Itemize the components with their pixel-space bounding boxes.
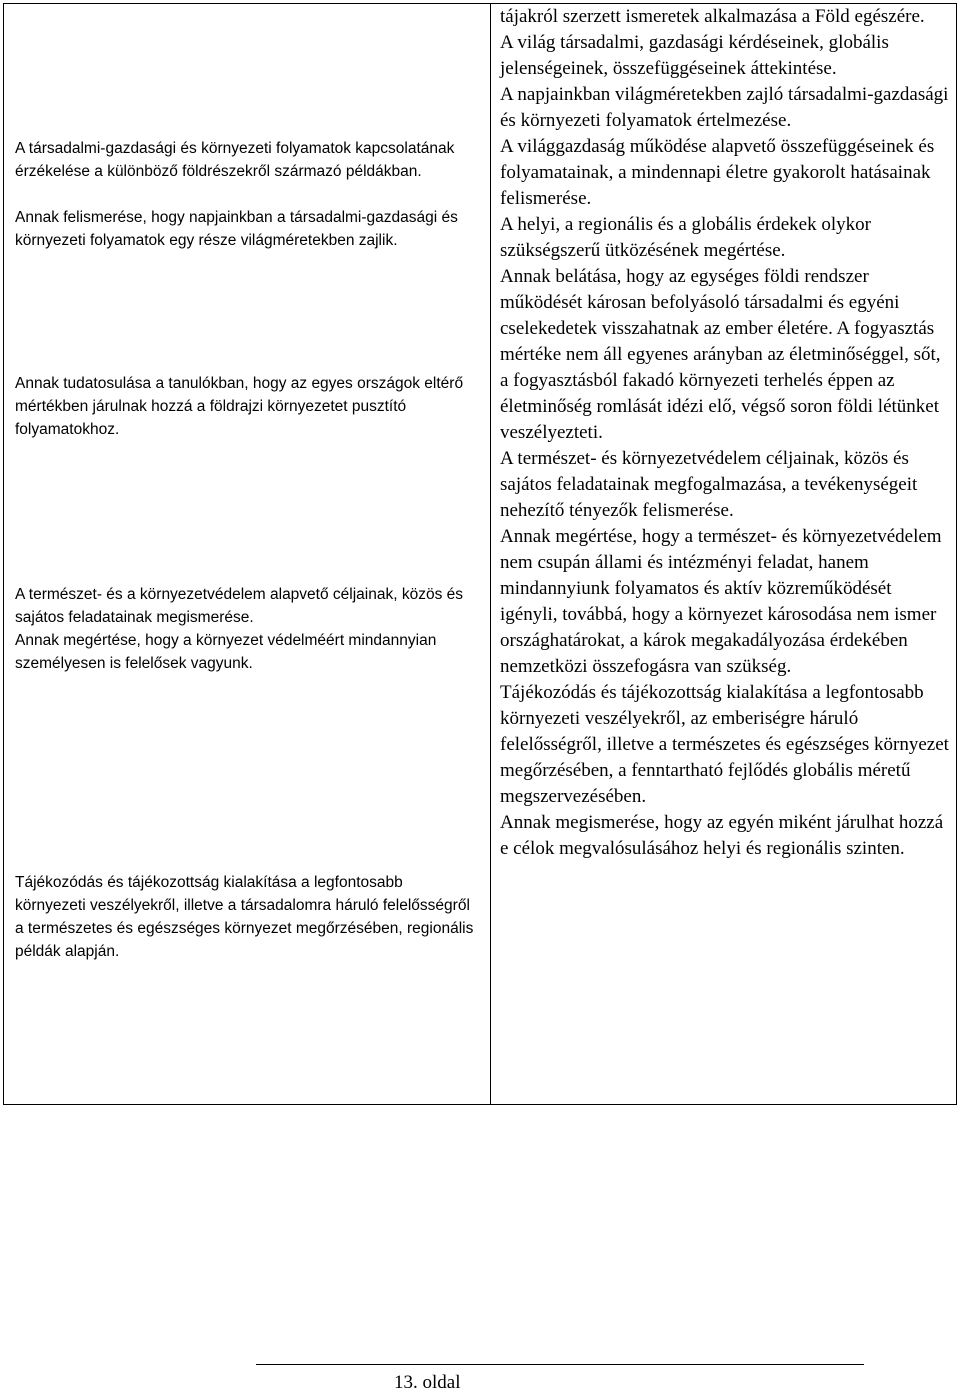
- right-paragraph-7: A természet- és környezetvédelem céljainak, közös és sajátos feladatainak megfogalmazása, a tevékenységeit nehezítő tényezők felismerése.: [500, 448, 918, 521]
- right-paragraph-5: A helyi, a regionális és a globális érdekek olykor szükségszerű ütközésének megértése.: [500, 214, 871, 261]
- content-table: [3, 3, 957, 1105]
- footer-rule: [256, 1364, 864, 1365]
- right-column: [500, 4, 952, 862]
- right-paragraph-10: Annak megismerése, hogy az egyén miként járulhat hozzá e célok megvalósulásához helyi és regionális szinten.: [500, 812, 944, 859]
- right-paragraph-2: A világ társadalmi, gazdasági kérdéseinek, globális jelenségeinek, összefüggéseinek áttekintése.: [500, 32, 889, 79]
- left-paragraph-6: Tájékozódás és tájékozottság kialakítása a legfontosabb környezeti veszélyekről, illetve a társadalomra háruló felelősségről a természetes és egészséges környezet megőrzésében, regionális példák alapján.: [15, 874, 474, 960]
- left-paragraph-1: A társadalmi-gazdasági és környezeti folyamatok kapcsolatának érzékelése a különböző földrészekről származó példákban.: [15, 140, 455, 180]
- right-paragraph-1: tájakról szerzett ismeretek alkalmazása a Föld egészére.: [500, 6, 925, 27]
- right-paragraph-4: A világgazdaság működése alapvető összefüggéseinek és folyamatainak, a mindennapi életre gyakorolt hatásainak felismerése.: [500, 136, 935, 209]
- page-number: 13. oldal: [394, 1372, 461, 1393]
- right-paragraph-9: Tájékozódás és tájékozottság kialakítása a legfontosabb környezeti veszélyekről, az emberiségre háruló felelősségről, illetve a természetes és egészséges környezet megőrzésében, a fenntartható fejlődés globális méretű megszervezésében.: [500, 682, 949, 807]
- column-divider: [490, 4, 491, 1104]
- right-paragraph-8: Annak megértése, hogy a természet- és környezetvédelem nem csupán állami és intézményi feladat, hanem mindannyiunk folyamatos és aktív közreműködését igényli, továbbá, hogy a környezet károsodása nem ismer országhatárokat, a károk megakadályozása érdekében nemzetközi összefogásra van szükség.: [500, 526, 942, 677]
- right-paragraph-3: A napjainkban világméretekben zajló társadalmi-gazdasági és környezeti folyamatok értelmezése.: [500, 84, 949, 131]
- left-paragraph-3: Annak tudatosulása a tanulókban, hogy az egyes országok eltérő mértékben járulnak hozzá a földrajzi környezetet pusztító folyamatokhoz.: [15, 375, 464, 438]
- left-paragraph-5: Annak megértése, hogy a környezet védelméért mindannyian személyesen is felelősek vagyunk.: [15, 632, 437, 672]
- right-paragraph-6: Annak belátása, hogy az egységes földi rendszer működését károsan befolyásoló társadalmi és egyéni cselekedetek visszahatnak az ember életére. A fogyasztás mértéke nem áll egyenes arányban az életminőséggel, sőt, a fogyasztásból fakadó környezeti terhelés éppen az életminőség romlását idézi elő, végső soron földi létünket veszélyezteti.: [500, 266, 941, 443]
- left-paragraph-4: A természet- és a környezetvédelem alapvető céljainak, közös és sajátos feladatainak megismerése.: [15, 586, 464, 626]
- left-paragraph-2: Annak felismerése, hogy napjainkban a társadalmi-gazdasági és környezeti folyamatok egy része világméretekben zajlik.: [15, 209, 458, 249]
